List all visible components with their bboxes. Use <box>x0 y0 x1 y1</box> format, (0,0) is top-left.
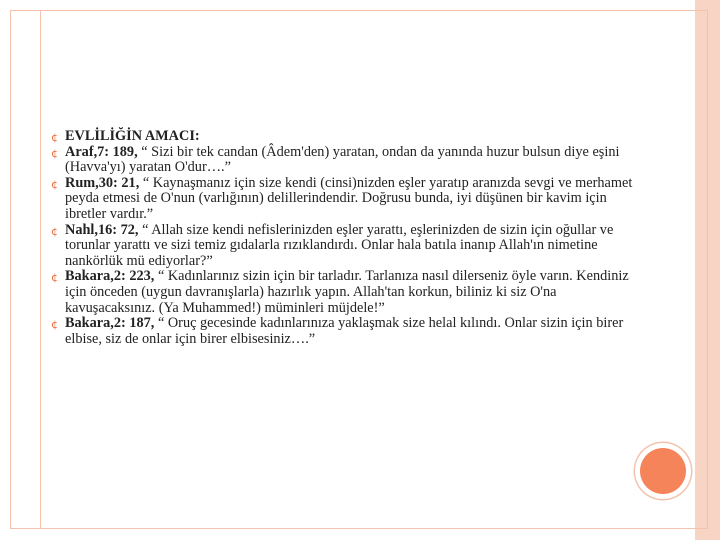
ring-bullet-icon: ¢ <box>51 177 58 191</box>
list-item <box>51 221 636 270</box>
ring-bullet-icon: ¢ <box>51 146 58 160</box>
verse-text: “ Kaynaşmanız için size kendi (cinsi)nizden eşler yaratıp aranızda sevgi ve merhamet peyda etmesi de O'nun (varlığının) delillerindendir. Doğrusu bunda, iyi düşünen bir kavim için ibretler vardır.” <box>65 174 633 222</box>
verse-text: “ Sizi bir tek candan (Âdem'den) yaratan, ondan da yanında huzur bulsun diye eşini (Havva'yı) yaratan O'dur….” <box>65 143 620 176</box>
verse-reference: Rum,30: 21, <box>65 174 140 191</box>
list-item <box>51 128 636 145</box>
slide-content <box>51 128 636 347</box>
verse-reference: Nahl,16: 72, <box>65 221 139 238</box>
left-rule-line <box>40 11 41 528</box>
ring-bullet-icon: ¢ <box>51 271 58 285</box>
ring-bullet-icon: ¢ <box>51 318 58 332</box>
verse-reference: Bakara,2: 223, <box>65 268 155 285</box>
slide-circle-ornament <box>640 448 686 494</box>
verse-text: “ Kadınlarınız sizin için bir tarladır. Tarlanıza nasıl dilerseniz öyle varın. Kendiniz için önceden (uygun davranışlarla) hazırlık yapın. Allah'tan korkun, biliniz ki siz O'na kavuşacaksınız. (Ya Muhammed!) müminleri müjdele!” <box>65 268 629 316</box>
verse-reference: Bakara,2: 187, <box>65 315 155 332</box>
list-item <box>51 268 636 316</box>
verse-text: “ Oruç gecesinde kadınlarınıza yaklaşmak size helal kılındı. Onlar sizin için birer elbise, siz de onlar için birer elbisesiniz….” <box>65 315 624 347</box>
list-item <box>51 315 636 347</box>
verse-text: “ Allah size kendi nefislerinizden eşler yarattı, eşlerinizden de sizin için oğullar ve torunlar yarattı ve sizi temiz gıdalarla rızıklandırdı. Onlar hala batıla inanıp Allah'ın nimetine nankörlük mü ediyorlar?” <box>65 221 614 269</box>
list-item <box>51 143 636 176</box>
ring-bullet-icon: ¢ <box>51 224 58 238</box>
list-item <box>51 174 636 223</box>
item-heading: EVLİLİĞİN AMACI: <box>65 128 200 144</box>
bullet-list <box>51 128 636 347</box>
verse-reference: Araf,7: 189, <box>65 143 138 160</box>
ring-bullet-icon: ¢ <box>51 131 58 144</box>
